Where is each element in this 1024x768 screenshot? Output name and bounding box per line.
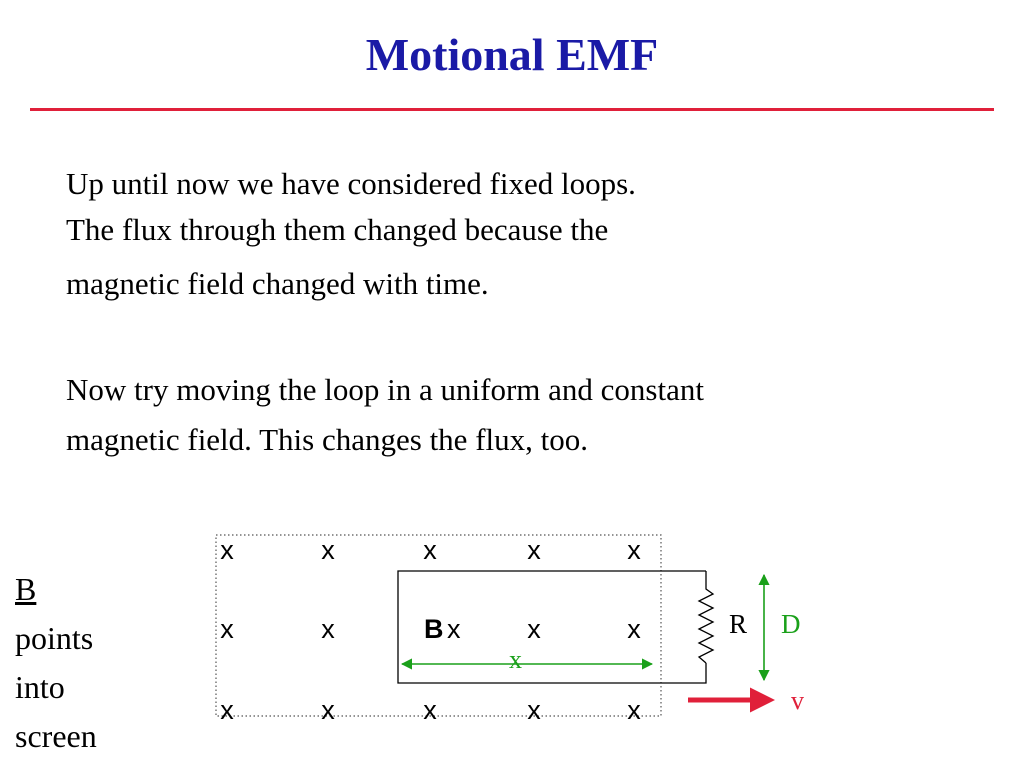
field-x-mark: x	[423, 535, 437, 565]
paragraph-line: Up until now we have considered fixed loops.	[66, 166, 636, 201]
field-x-mark: x	[321, 535, 335, 565]
field-x-mark: x	[423, 695, 437, 725]
field-x-mark: x	[220, 614, 234, 644]
field-x-mark: x	[527, 535, 541, 565]
field-x-mark: x	[527, 695, 541, 725]
paragraph-line: The flux through them changed because the	[66, 212, 609, 247]
resistor-icon	[699, 571, 713, 663]
length-label: x	[509, 645, 522, 674]
resistor-label: R	[729, 609, 748, 639]
b-field-label: B	[424, 614, 444, 644]
field-x-mark: x	[447, 614, 461, 644]
field-x-mark: x	[527, 614, 541, 644]
velocity-label: v	[791, 686, 804, 715]
field-x-mark: x	[220, 695, 234, 725]
field-x-mark: x	[321, 614, 335, 644]
paragraph-line: magnetic field changed with time.	[66, 266, 489, 301]
slide-title: Motional EMF	[365, 29, 659, 80]
paragraph-line: Now try moving the loop in a uniform and constant	[66, 372, 704, 407]
b-field-symbol: B	[15, 571, 37, 607]
note-text: points	[15, 620, 94, 656]
field-x-mark: x	[627, 695, 641, 725]
note-line: into	[15, 669, 65, 705]
field-x-mark: x	[627, 614, 641, 644]
conducting-loop	[398, 571, 706, 683]
field-x-mark: x	[627, 535, 641, 565]
field-x-mark: x	[321, 695, 335, 725]
note-line: screen	[15, 718, 97, 754]
paragraph-line: magnetic field. This changes the flux, too.	[66, 422, 588, 457]
height-label: D	[781, 609, 801, 639]
field-x-mark: x	[220, 535, 234, 565]
